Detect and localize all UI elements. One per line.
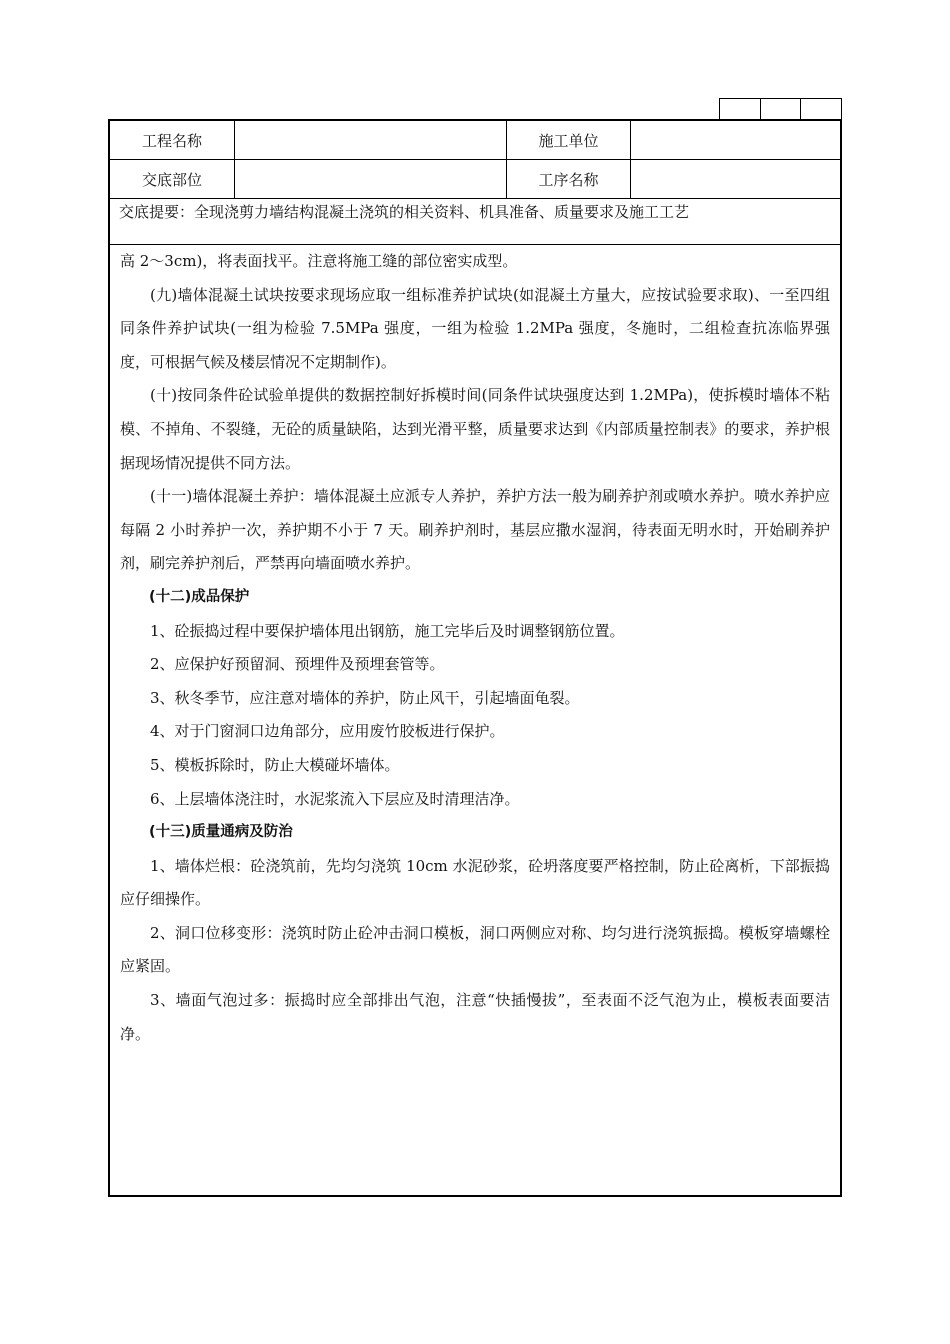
- paragraph: (十)按同条件砼试验单提供的数据控制好拆模时间(同条件试块强度达到 1.2MPa)，使拆模时墙体不粘模、不掉角、不裂缝，无砼的质量缺陷，达到光滑平整，质量要求达到《内部质量控制表》的要求，养护根据现场情况提供不同方法。: [120, 386, 830, 472]
- list-item: 6、上层墙体浇注时，水泥浆流入下层应及时清理洁净。: [150, 789, 520, 808]
- section-heading: (十三)质量通病及防治: [149, 824, 293, 841]
- list-item: 3、墙面气泡过多：振捣时应全部排出气泡，注意“快插慢拔”，至表面不泛气泡为止，模板表面要洁净。: [120, 991, 830, 1043]
- handover-part-field[interactable]: [235, 160, 507, 198]
- process-name-field[interactable]: [631, 160, 840, 198]
- list-item: 5、模板拆除时，防止大模碰坏墙体。: [150, 755, 400, 774]
- construction-unit-field[interactable]: [631, 121, 840, 159]
- list-item: 4、对于门窗洞口边角部分，应用废竹胶板进行保护。: [150, 722, 505, 741]
- project-name-label: 工程名称: [110, 121, 235, 159]
- record-number-boxes: [719, 98, 842, 119]
- project-name-field[interactable]: [235, 121, 507, 159]
- list-item: 3、秋冬季节，应注意对墙体的养护，防止风干，引起墙面龟裂。: [150, 688, 580, 707]
- construction-unit-label: 施工单位: [507, 121, 631, 159]
- handover-content: [110, 245, 840, 1051]
- handover-part-label: 交底部位: [110, 160, 235, 198]
- handover-form: [108, 119, 842, 1197]
- list-item: 2、洞口位移变形：浇筑时防止砼冲击洞口模板，洞口两侧应对称、均匀进行浇筑振捣。模板穿墙螺栓应紧固。: [120, 923, 830, 976]
- list-item: 1、砼振捣过程中要保护墙体甩出钢筋，施工完毕后及时调整钢筋位置。: [150, 621, 625, 640]
- form-row-project: [110, 121, 840, 160]
- section-heading: (十二)成品保护: [149, 588, 250, 605]
- form-row-part: [110, 160, 840, 199]
- handover-summary: 交底提要：全现浇剪力墙结构混凝土浇筑的相关资料、机具准备、质量要求及施工工艺: [110, 199, 840, 245]
- list-item: 1、墙体烂根：砼浇筑前，先均匀浇筑 10cm 水泥砂浆，砼坍落度要严格控制，防止砼离析，下部振捣应仔细操作。: [120, 856, 830, 909]
- paragraph: (九)墙体混凝土试块按要求现场应取一组标准养护试块(如混凝土方量大，应按试验要求取)、一至四组同条件养护试块(一组为检验 7.5MPa 强度，一组为检验 1.2MPa 强度，冬施时，二组检查抗冻临界强度，可根据气候及楼层情况不定期制作)。: [120, 285, 830, 371]
- list-item: 2、应保护好预留洞、预埋件及预埋套管等。: [150, 655, 445, 674]
- record-number-box: [720, 99, 761, 119]
- record-number-box: [761, 99, 802, 119]
- record-number-box: [801, 99, 841, 119]
- process-name-label: 工序名称: [507, 160, 631, 198]
- paragraph: 高 2～3cm)，将表面找平。注意将施工缝的部位密实成型。: [120, 252, 518, 270]
- paragraph: (十一)墙体混凝土养护：墙体混凝土应派专人养护，养护方法一般为刷养护剂或喷水养护。喷水养护应每隔 2 小时养护一次，养护期不小于 7 天。刷养护剂时，基层应撒水湿润，待表面无明水时，开始刷养护剂，刷完养护剂后，严禁再向墙面喷水养护。: [120, 487, 830, 573]
